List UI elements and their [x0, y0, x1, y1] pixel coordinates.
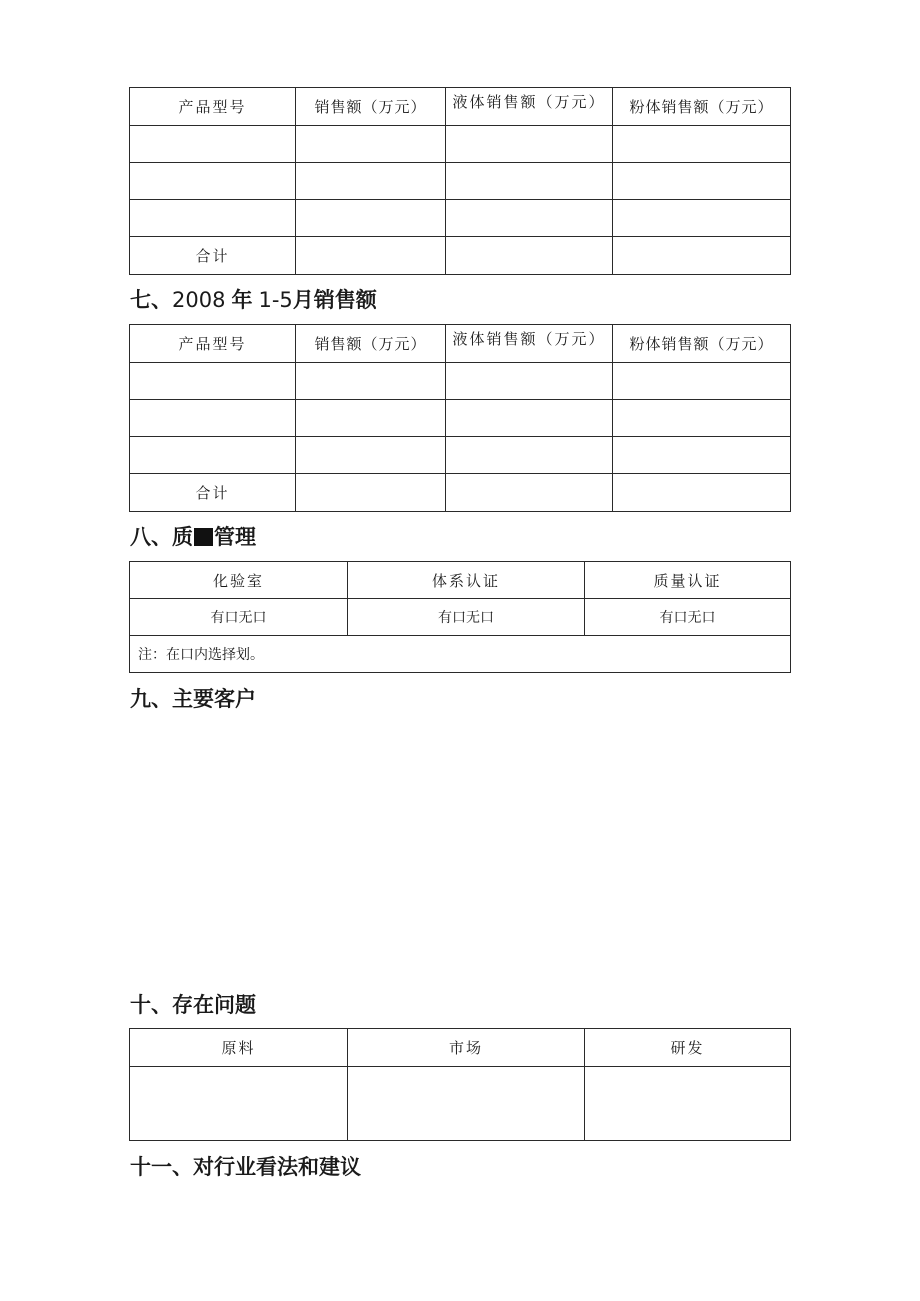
- section-number: 七、: [130, 288, 172, 312]
- system-certification-header: 体系认证: [348, 562, 585, 599]
- table-cell[interactable]: [446, 237, 613, 275]
- table-cell[interactable]: [446, 400, 613, 437]
- total-label: 合计: [130, 474, 296, 512]
- table-row: [130, 1067, 791, 1141]
- table-cell[interactable]: [130, 126, 296, 163]
- table-row: [130, 400, 791, 437]
- lab-checkbox-options[interactable]: 有口无口: [130, 599, 348, 636]
- table-cell[interactable]: [613, 126, 791, 163]
- existing-problems-table: [129, 1028, 791, 1141]
- table-cell[interactable]: [130, 1067, 348, 1141]
- table-cell[interactable]: [130, 200, 296, 237]
- table-cell[interactable]: [446, 163, 613, 200]
- table-cell[interactable]: [296, 163, 446, 200]
- table-cell[interactable]: [613, 200, 791, 237]
- table-cell[interactable]: [613, 400, 791, 437]
- table-header-row: [130, 1029, 791, 1067]
- table-header-row: [130, 88, 791, 126]
- table-cell[interactable]: [613, 363, 791, 400]
- total-row: [130, 474, 791, 512]
- table-row: [130, 363, 791, 400]
- table-cell[interactable]: [296, 400, 446, 437]
- redaction-block: [194, 528, 213, 546]
- system-certification-checkbox-options[interactable]: 有口无口: [348, 599, 585, 636]
- table-cell[interactable]: [613, 437, 791, 474]
- table-row: [130, 437, 791, 474]
- table-row: [130, 200, 791, 237]
- market-header: 市场: [348, 1029, 585, 1067]
- table-cell[interactable]: [130, 363, 296, 400]
- table-cell[interactable]: [446, 363, 613, 400]
- section-7-heading: [130, 286, 377, 314]
- raw-material-header: 原料: [130, 1029, 348, 1067]
- quality-certification-checkbox-options[interactable]: 有口无口: [585, 599, 791, 636]
- table-cell[interactable]: [348, 1067, 585, 1141]
- sales-table-1: [129, 87, 791, 275]
- section-9-heading: 九、主要客户: [130, 687, 256, 711]
- powder-sales-header: 粉体销售额（万元）: [613, 88, 791, 126]
- quality-certification-header: 质量认证: [585, 562, 791, 599]
- table-cell[interactable]: [613, 237, 791, 275]
- table-cell[interactable]: [130, 437, 296, 474]
- sales-table-2: [129, 324, 791, 512]
- section-month-range: 1-5: [258, 288, 293, 312]
- table-cell[interactable]: [296, 363, 446, 400]
- section-title: 月销售额: [292, 288, 377, 312]
- table-header-row: [130, 325, 791, 363]
- quality-management-table: [129, 561, 791, 673]
- section-title-prefix: 八、质: [130, 525, 193, 549]
- note-row: [130, 636, 791, 673]
- section-year-suffix: 年: [231, 288, 253, 312]
- powder-sales-header: 粉体销售额（万元）: [613, 325, 791, 363]
- product-model-header: 产品型号: [130, 88, 296, 126]
- table-cell[interactable]: [446, 474, 613, 512]
- table-note: 注：在口内选择划。: [130, 636, 791, 673]
- table-cell[interactable]: [446, 200, 613, 237]
- total-label: 合计: [130, 237, 296, 275]
- table-cell[interactable]: [613, 163, 791, 200]
- product-model-header: 产品型号: [130, 325, 296, 363]
- sales-amount-header: 销售额（万元）: [296, 325, 446, 363]
- liquid-sales-header: 液体销售额（万元）: [446, 325, 613, 363]
- table-cell[interactable]: [613, 474, 791, 512]
- table-cell[interactable]: [296, 437, 446, 474]
- table-cell[interactable]: [130, 400, 296, 437]
- section-title-suffix: 管理: [214, 525, 256, 549]
- rnd-header: 研发: [585, 1029, 791, 1067]
- sales-amount-header: 销售额（万元）: [296, 88, 446, 126]
- liquid-sales-header: 液体销售额（万元）: [446, 88, 613, 126]
- section-11-heading: 十一、对行业看法和建议: [130, 1155, 361, 1179]
- table-cell[interactable]: [296, 200, 446, 237]
- table-cell[interactable]: [585, 1067, 791, 1141]
- table-cell[interactable]: [446, 437, 613, 474]
- table-header-row: [130, 562, 791, 599]
- lab-header: 化验室: [130, 562, 348, 599]
- table-row: [130, 163, 791, 200]
- table-cell[interactable]: [296, 126, 446, 163]
- total-row: [130, 237, 791, 275]
- table-cell[interactable]: [296, 237, 446, 275]
- table-row: [130, 126, 791, 163]
- table-cell[interactable]: [130, 163, 296, 200]
- section-10-heading: 十、存在问题: [130, 993, 256, 1017]
- section-year: 2008: [172, 288, 226, 312]
- table-cell[interactable]: [446, 126, 613, 163]
- table-row: [130, 599, 791, 636]
- section-8-heading: [130, 523, 256, 551]
- table-cell[interactable]: [296, 474, 446, 512]
